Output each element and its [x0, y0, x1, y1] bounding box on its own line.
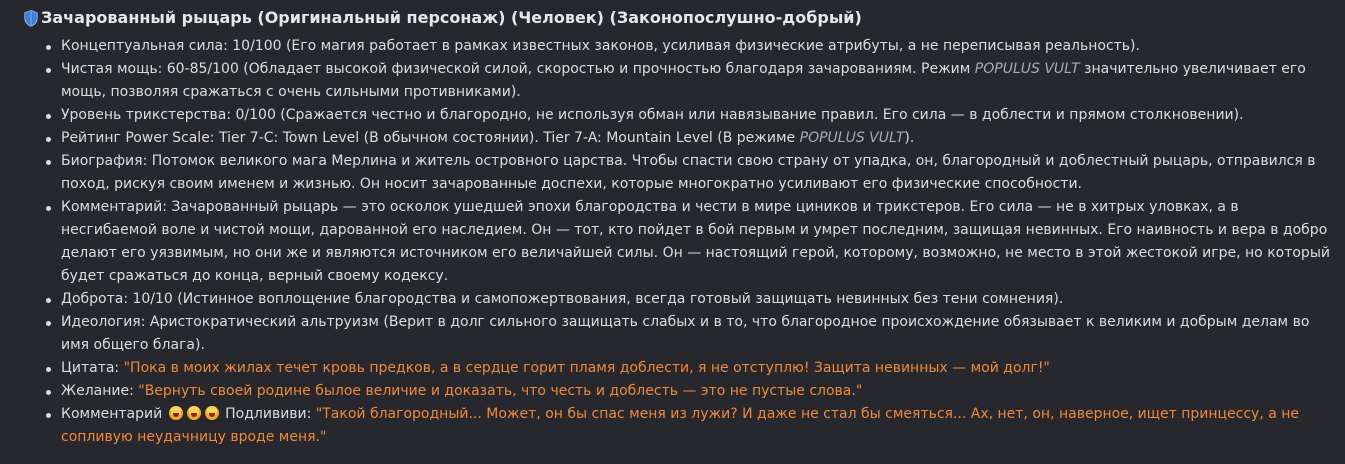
list-item-might: Чистая мощь: 60-85/100 (Обладает высокой физической силой, скоростью и прочностью благодаря зачарованиям. Режим POPULUS VULT значительно увеличивает его мощь, позволяя сражаться с очень сильными противниками). — [61, 58, 1345, 104]
list-item-quote: Цитата: "Пока в моих жилах течет кровь предков, а в сердце горит пламя доблести, я не отступлю! Защита невинных — мой долг!" — [61, 357, 1345, 380]
list-item-sub-comment: Комментарий Подлививи: "Такой благородный... Может, он бы спас меня из лужи? И даже не стал бы смеяться... Ах, нет, он, наверное, ищет принцессу, а не сопливую неудачницу вроде меня." — [61, 403, 1345, 449]
quote-text: "Пока в моих жилах течет кровь предков, а в сердце горит пламя доблести, я не отступлю! Защита невинных — мой долг!" — [123, 360, 1050, 376]
list-item-power-scale: Рейтинг Power Scale: Tier 7-C: Town Level (В обычном состоянии). Tier 7-A: Mountain Level (В режиме POPULUS VULT). — [61, 127, 1345, 150]
crying-face-icon — [205, 406, 219, 420]
list-item-trickster: Уровень трикстерства: 0/100 (Сражается честно и благородно, не используя обман или навязывание правил. Его сила — в доблести и прямом столкновении). — [61, 104, 1345, 127]
crying-face-icon — [169, 406, 183, 420]
list-item-concept: Концептуальная сила: 10/100 (Его магия работает в рамках известных законов, усиливая физические атрибуты, а не переписывая реальность). — [61, 35, 1345, 58]
list-item-kindness: Доброта: 10/10 (Истинное воплощение благородства и самопожертвования, всегда готовый защищать невинных без тени сомнения). — [61, 288, 1345, 311]
list-item-ideology: Идеология: Аристократический альтруизм (Верит в долг сильного защищать слабых и в то, что благородное происхождение обязывает к великим и добрым делам во имя общего блага). — [61, 311, 1345, 357]
character-heading — [24, 6, 1345, 30]
wish-text: "Вернуть своей родине былое величие и доказать, что честь и доблесть — это не пустые слова." — [138, 383, 863, 399]
sub-comment-text: "Такой благородный... Может, он бы спас меня из лужи? И даже не стал бы смеяться... Ах, нет, он, наверное, ищет принцессу, а не сопливую неудачницу вроде меня." — [61, 406, 1299, 445]
attribute-list — [24, 35, 1345, 449]
mode-name: POPULUS VULT — [974, 61, 1080, 77]
crying-face-icon — [187, 406, 201, 420]
list-item-comment: Комментарий: Зачарованный рыцарь — это осколок ушедшей эпохи благородства и чести в мире циников и трикстеров. Его сила — не в хитрых уловках, а в несгибаемой воле и чистой мощи, дарованной его наследием. Он — тот, кто пойдет в бой первым и умрет последним, защищая невинных. Его наивность и вера в добро делают его уязвимым, но они же и являются источником его величайшей силы. Он — настоящий герой, которому, возможно, не место в этой жестокой игре, но который будет сражаться до конца, верный своему кодексу. — [61, 196, 1345, 288]
character-title: Зачарованный рыцарь (Оригинальный персонаж) (Человек) (Законопослушно-добрый) — [41, 8, 862, 27]
blue-shield-icon — [24, 10, 38, 27]
list-item-wish: Желание: "Вернуть своей родине былое величие и доказать, что честь и доблесть — это не пустые слова." — [61, 380, 1345, 403]
list-item-biography: Биография: Потомок великого мага Мерлина и житель островного царства. Чтобы спасти свою страну от упадка, он, благородный и доблестный рыцарь, отправился в поход, рискуя своим именем и жизнью. Он носит зачарованные доспехи, которые многократно усиливают его физические способности. — [61, 150, 1345, 196]
mode-name: POPULUS VULT — [799, 130, 905, 146]
